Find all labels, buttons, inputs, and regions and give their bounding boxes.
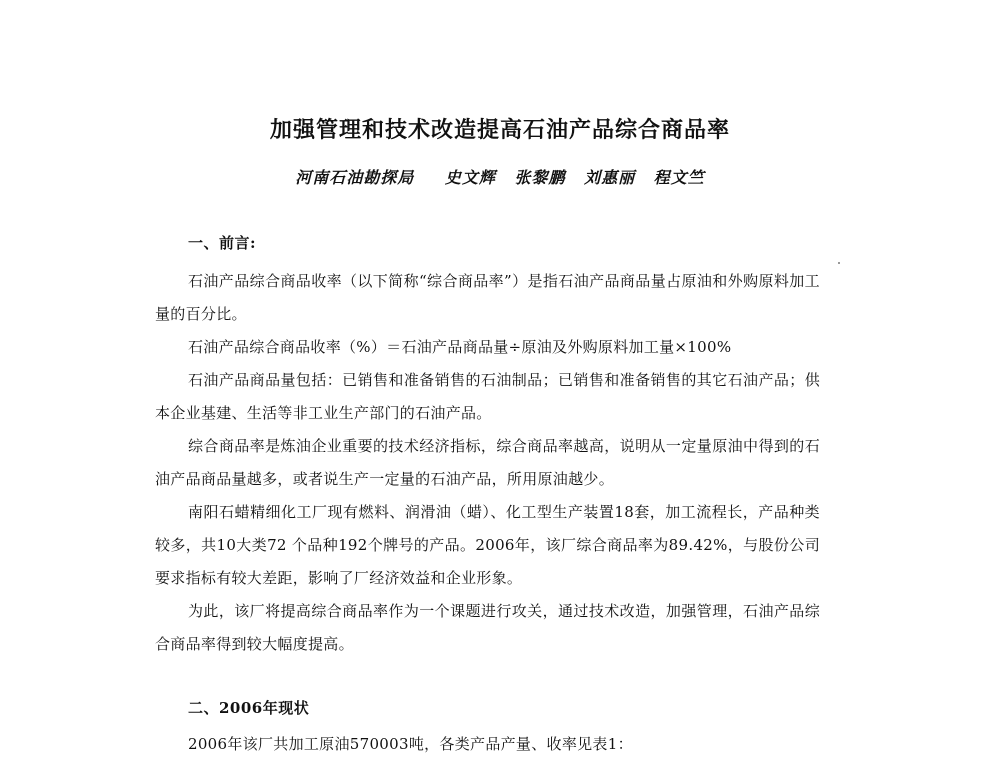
author-name: 程文竺 (653, 168, 705, 187)
paragraph: 2006年该厂共加工原油570003吨，各类产品产量、收率见表1： (188, 735, 633, 753)
section-heading-status-2006: 二、2006年现状 (188, 699, 310, 717)
author-line (0, 165, 1000, 188)
paragraph: 石油产品商品量包括：已销售和准备销售的石油制品；已销售和准备销售的其它石油产品；供本企业基建、生活等非工业生产部门的石油产品。 (155, 371, 820, 422)
author-name: 刘惠丽 (584, 168, 636, 187)
paragraph: 石油产品综合商品收率（以下简称“综合商品率”）是指石油产品商品量占原油和外购原料加工量的百分比。 (155, 272, 820, 323)
paragraph: 南阳石蜡精细化工厂现有燃料、润滑油（蜡）、化工型生产装置18套，加工流程长，产品种类较多，共10大类72 个品种192个牌号的产品。2006年，该厂综合商品率为89.42%，与股份公司要求指标有较大差距，影响了厂经济效益和企业形象。 (155, 503, 820, 587)
section-body-status-2006 (155, 728, 820, 761)
formula-line: 石油产品综合商品收率（%）＝石油产品商品量÷原油及外购原料加工量×100% (188, 338, 732, 356)
paragraph: 综合商品率是炼油企业重要的技术经济指标，综合商品率越高，说明从一定量原油中得到的石油产品商品量越多，或者说生产一定量的石油产品，所用原油越少。 (155, 437, 820, 488)
author-organization: 河南石油勘探局 (295, 168, 415, 187)
section-heading-preface: 一、前言: (188, 234, 257, 252)
document-title: 加强管理和技术改造提高石油产品综合商品率 (269, 118, 730, 143)
scan-speck (838, 262, 840, 264)
paragraph: 为此，该厂将提高综合商品率作为一个课题进行攻关，通过技术改造，加强管理，石油产品综合商品率得到较大幅度提高。 (155, 602, 820, 653)
author-name: 张黎鹏 (514, 168, 566, 187)
author-name: 史文辉 (444, 168, 496, 187)
section-body-preface (155, 265, 820, 661)
